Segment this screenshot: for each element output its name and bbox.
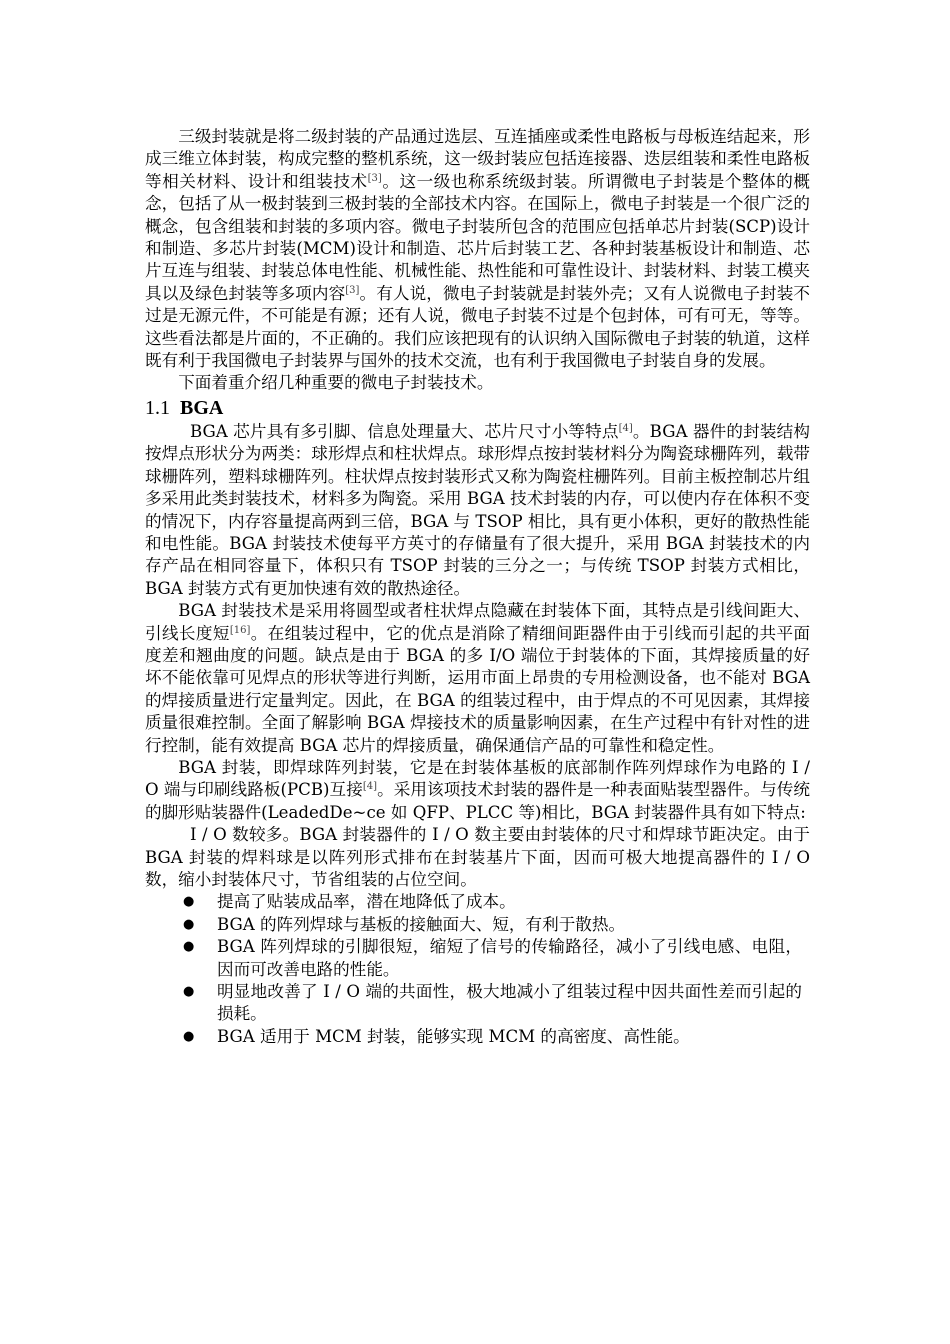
citation: [4] [618, 422, 633, 434]
paragraph-text: BGA 封装技术是采用将圆型或者柱状焊点隐藏在封装体下面，其特点是引线间距大、引线长度短 [145, 601, 810, 643]
citation: [3] [367, 172, 382, 184]
paragraph-text: BGA 芯片具有多引脚、信息处理量大、芯片尺寸小等特点 [190, 421, 619, 441]
paragraph-intro-techniques: 下面着重介绍几种重要的微电子封装技术。 [178, 373, 494, 393]
bullet-icon: ● [183, 984, 195, 1000]
list-item [145, 936, 810, 981]
bullet-icon: ● [183, 1028, 195, 1044]
paragraph-bga-features [145, 421, 810, 600]
paragraph-text: 。采用该项技术封装的器件是一种表面贴装型器件。与传统的脚形贴装器件(LeadedDe~ce 如 QFP、PLCC 等)相比，BGA 封装器件具有如下特点: [145, 780, 810, 822]
list-item [145, 914, 810, 936]
feature-list [145, 891, 810, 1048]
paragraph-bga-technique [145, 600, 810, 757]
bullet-icon: ● [183, 916, 195, 932]
bullet-icon: ● [183, 939, 195, 955]
list-item-text: BGA 适用于 MCM 封装，能够实现 MCM 的高密度、高性能。 [217, 1026, 690, 1046]
section-heading [145, 395, 810, 421]
paragraph-text: 。有人说，微电子封装就是封装外壳；又有人说微电子封装不过是无源元件，不可能是有源；还有人说，微电子封装不过是个包封体，可有可无，等等。这些看法都是片面的，不正确的。我们应该把现有的认识纳入国际微电子封装的轨道，这样既有利于我国微电子封装界与国外的技术交流，也有利于我国微电子封装自身的发展。 [145, 283, 811, 371]
list-item-text: 提高了贴装成品率，潜在地降低了成本。 [217, 892, 516, 912]
section-number: 1.1 [145, 396, 170, 419]
list-item-text: BGA 的阵列焊球与基板的接触面大、短，有利于散热。 [217, 914, 626, 934]
paragraph-text: 。BGA 器件的封装结构按焊点形状分为两类：球形焊点和柱状焊点。球形焊点按封装材料分为陶瓷球栅阵列，载带球栅阵列，塑料球栅阵列。柱状焊点按封装形式又称为陶瓷柱栅阵列。目前主板控制芯片组多采用此类封装技术，材料多为陶瓷。采用 BGA 技术封装的内存，可以使内存在体积不变的情况下，内存容量提高两到三倍，BGA 与 TSOP 相比，具有更小体积，更好的散热性能和电性能。BGA 封装技术使每平方英寸的存储量有了很大提升，采用 BGA 封装技术的内存产品在相同容量下，体积只有 TSOP 封装的三分之一；与传统 TSOP 封装方式相比，BGA 封装方式有更加快速有效的散热途径。 [145, 421, 811, 598]
list-item-text: 明显地改善了 I / O 端的共面性，极大地减小了组装过程中因共面性差而引起的损耗。 [217, 982, 802, 1024]
list-item [145, 891, 810, 913]
paragraph-bga-definition [145, 757, 810, 824]
list-item [145, 981, 810, 1026]
section-title: BGA [180, 396, 224, 419]
citation: [3] [345, 284, 360, 296]
paragraph-text: 。这一级也称系统级封装。所谓微电子封装是个整体的概念，包括了从一极封装到三极封装的全部技术内容。在国际上，微电子封装是一个很广泛的概念，包含组装和封装的多项内容。微电子封装所包含的范围应包括单芯片封装(SCP)设计和制造、多芯片封装(MCM)设计和制造、芯片后封装工艺、各种封装基板设计和制造、芯片互连与组装、封装总体电性能、机械性能、热性能和可靠性设计、封装材料、封装工模夹具以及绿色封装等多项内容 [145, 171, 811, 303]
citation: [4] [362, 781, 378, 793]
paragraph-packaging-overview [145, 126, 810, 372]
list-item [145, 1026, 810, 1048]
list-item-text: BGA 阵列焊球的引脚很短，缩短了信号的传输路径，减小了引线电感、电阻，因而可改善电路的性能。 [217, 937, 802, 979]
bullet-icon: ● [183, 894, 195, 910]
document-page [145, 126, 810, 1048]
paragraph-text: BGA 封装，即焊球阵列封装，它是在封装体基板的底部制作阵列焊球作为电路的 I / O 端与印刷线路板(PCB)互接 [145, 757, 810, 800]
paragraph-io-count: I / O 数较多。BGA 封装器件的 I / O 数主要由封装体的尺寸和焊球节距决定。由于 BGA 封装的焊料球是以阵列形式排布在封装基片下面，因而可极大地提高器件的 I / O 数，缩小封装体尺寸，节省组装的占位空间。 [145, 825, 810, 889]
citation: [16] [229, 624, 251, 636]
paragraph-text: 三级封装就是将二级封装的产品通过选层、互连插座或柔性电路板与母板连结起来，形成三维立体封装，构成完整的整机系统，这一级封装应包括连接器、迭层组装和柔性电路板等相关材料、设计和组装技术 [145, 127, 810, 191]
paragraph-text: 。在组装过程中，它的优点是消除了精细间距器件由于引线而引起的共平面度差和翘曲度的问题。缺点是由于 BGA 的多 I/O 端位于封装体的下面，其焊接质量的好坏不能依靠可见焊点的形状等进行判断，运用市面上昂贵的专用检测设备，也不能对 BGA 的焊接质量进行定量判定。因此，在 BGA 的组装过程中，由于焊点的不可见因素，其焊接质量很难控制。全面了解影响 BGA 焊接技术的质量影响因素，在生产过程中有针对性的进行控制，能有效提高 BGA 芯片的焊接质量，确保通信产品的可靠性和稳定性。 [145, 623, 811, 755]
